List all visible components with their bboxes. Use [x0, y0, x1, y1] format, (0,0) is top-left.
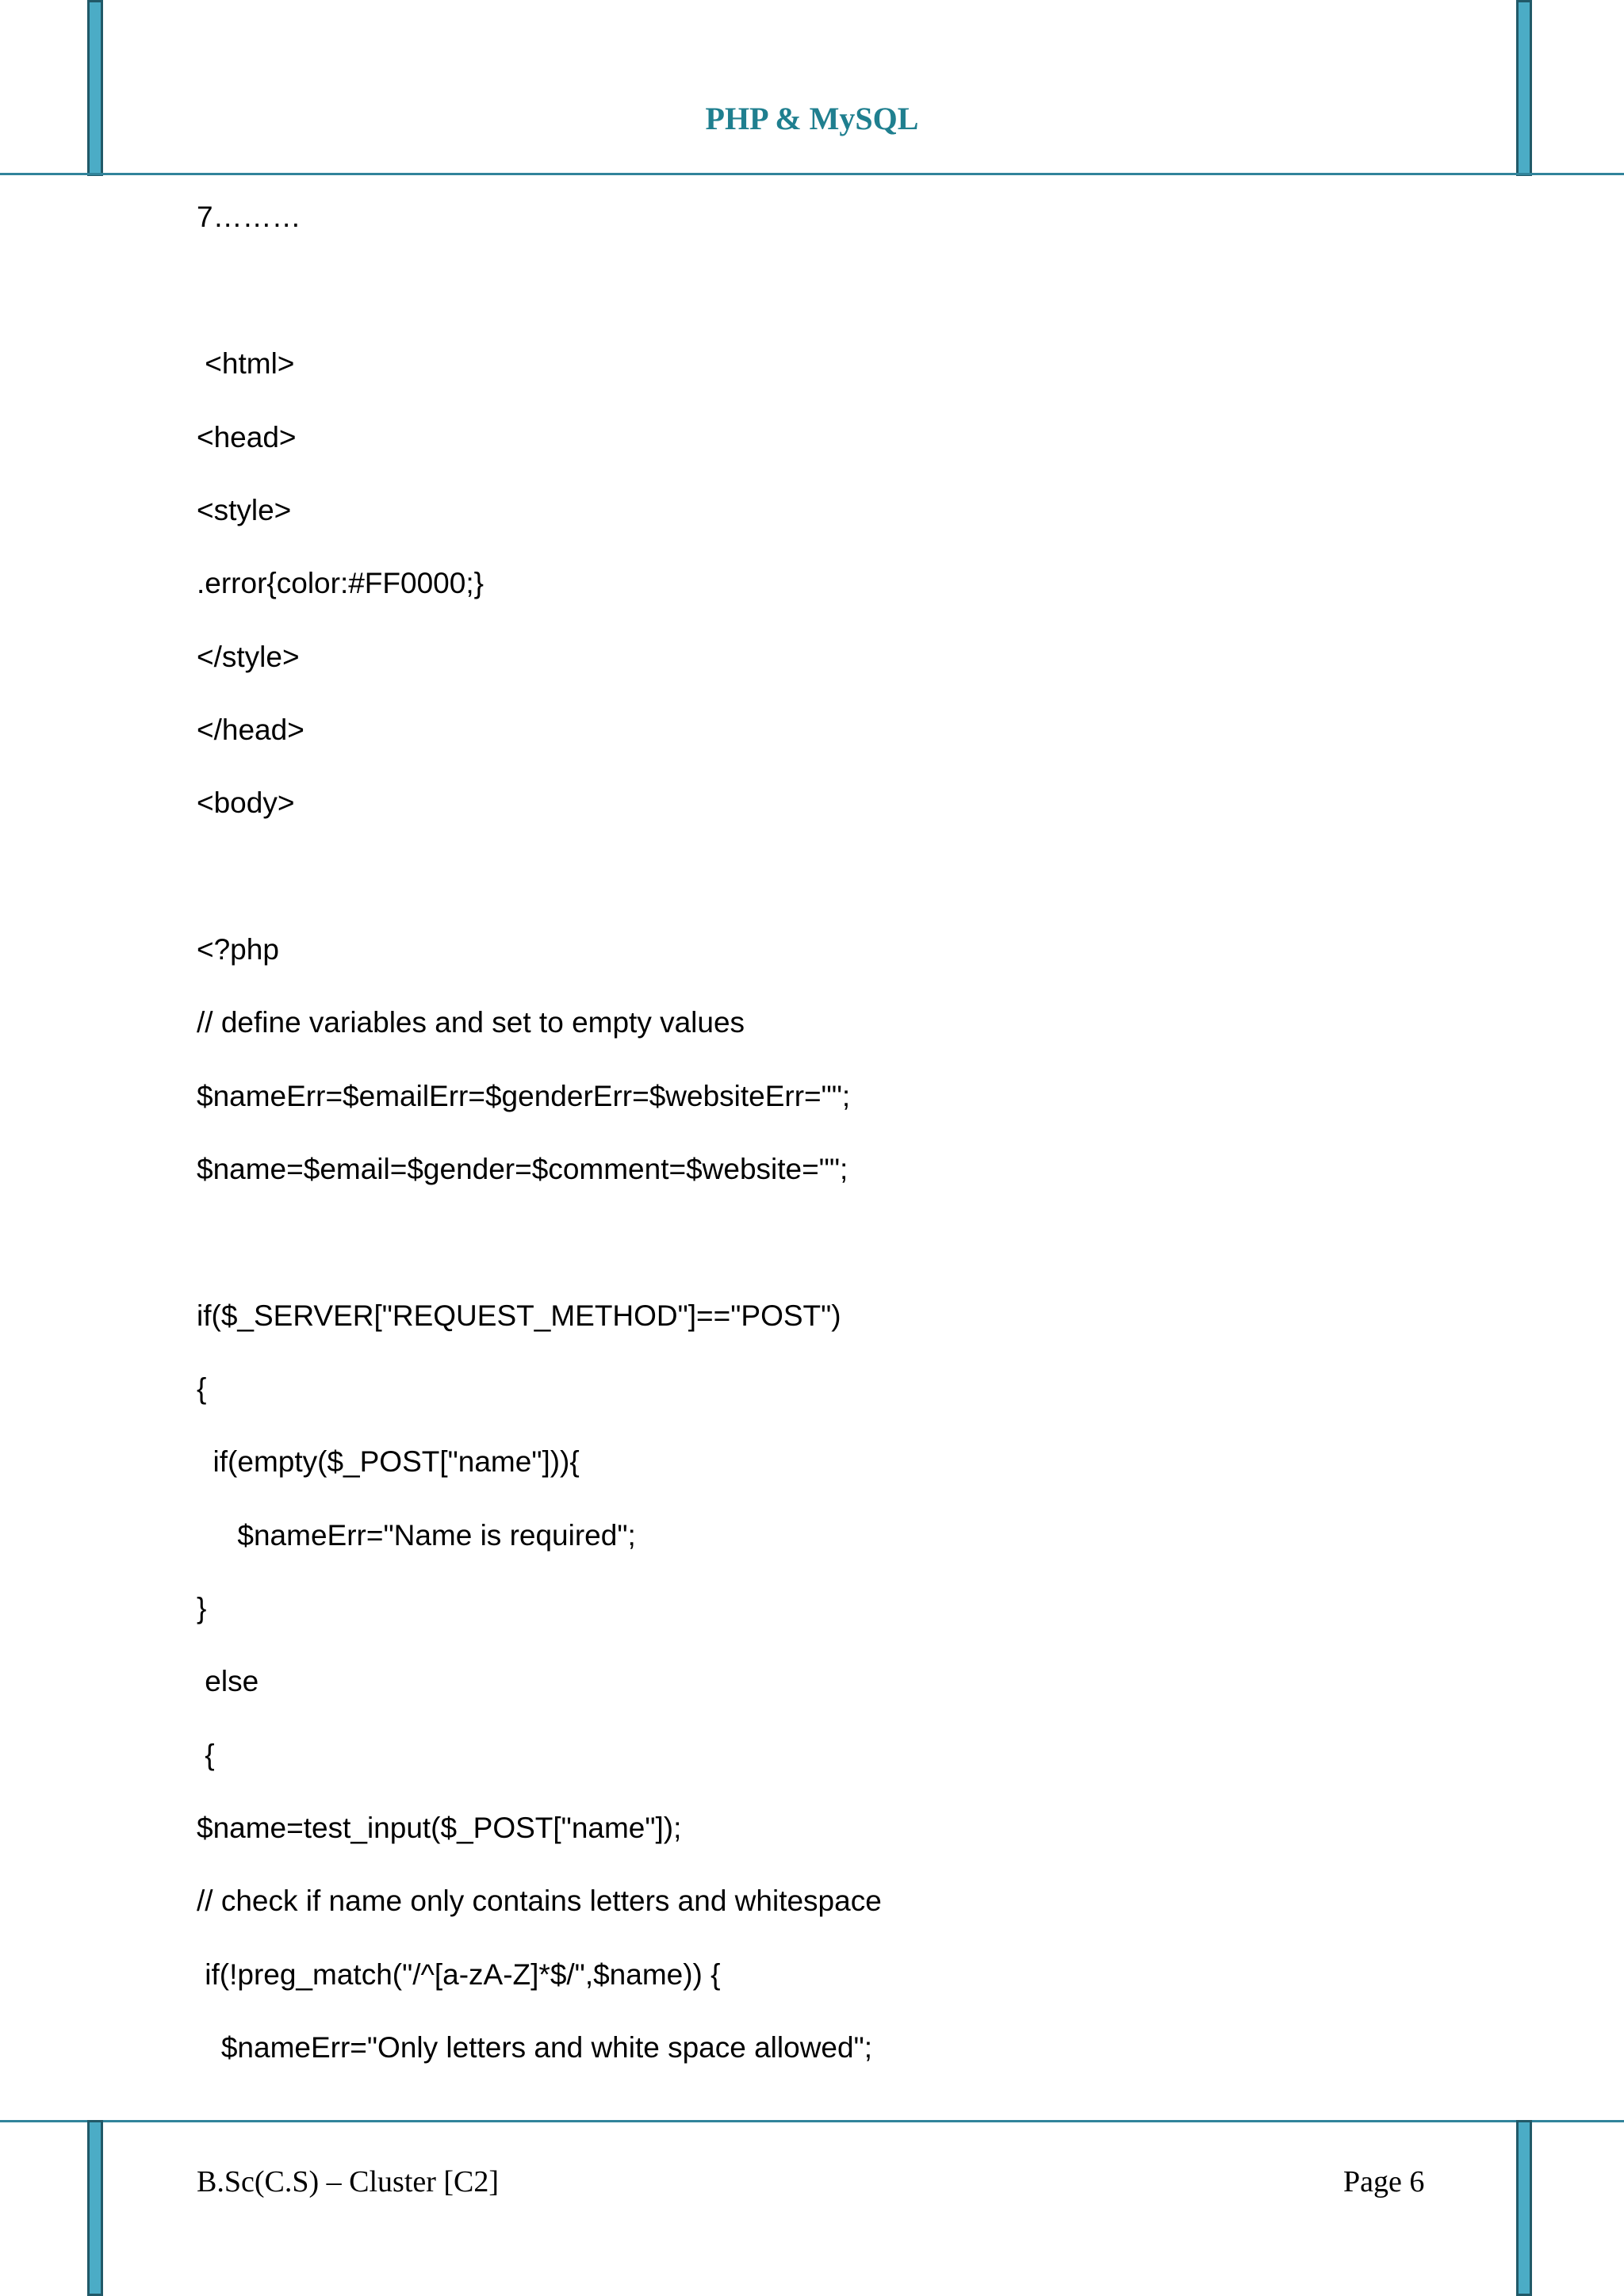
code-line: <html> [197, 347, 295, 380]
code-line: { [197, 1739, 215, 1771]
section-number: 7……… [197, 201, 301, 233]
code-line: else [197, 1665, 259, 1697]
code-line: $nameErr="Only letters and white space allowed"; [197, 2031, 872, 2064]
code-line: { [197, 1372, 207, 1405]
code-line: if($_SERVER["REQUEST_METHOD"]=="POST") [197, 1299, 841, 1332]
code-line: $nameErr="Name is required"; [197, 1519, 636, 1552]
code-line: if(empty($_POST["name"])){ [197, 1445, 580, 1478]
code-comment: // check if name only contains letters and whitespace [197, 1885, 882, 1917]
footer-page-number: Page 6 [1343, 2165, 1425, 2198]
code-line: <body> [197, 786, 295, 819]
code-line: $name=$email=$gender=$comment=$website=""; [197, 1153, 848, 1185]
code-line: </style> [197, 641, 300, 673]
code-line: <?php [197, 933, 279, 966]
code-line: .error{color:#FF0000;} [197, 567, 484, 599]
code-line: <head> [197, 421, 297, 453]
code-line: $name=test_input($_POST["name"]); [197, 1812, 682, 1844]
code-line: <style> [197, 494, 292, 526]
code-line: $nameErr=$emailErr=$genderErr=$websiteErr=""; [197, 1080, 851, 1112]
footer-course-label: B.Sc(C.S) – Cluster [C2] [197, 2165, 500, 2198]
code-line: </head> [197, 714, 304, 746]
code-comment: // define variables and set to empty values [197, 1006, 745, 1039]
code-line: } [197, 1592, 207, 1624]
page-header-title: PHP & MySQL [705, 101, 919, 136]
code-line: if(!preg_match("/^[a-zA-Z]*$/",$name)) { [197, 1958, 721, 1991]
